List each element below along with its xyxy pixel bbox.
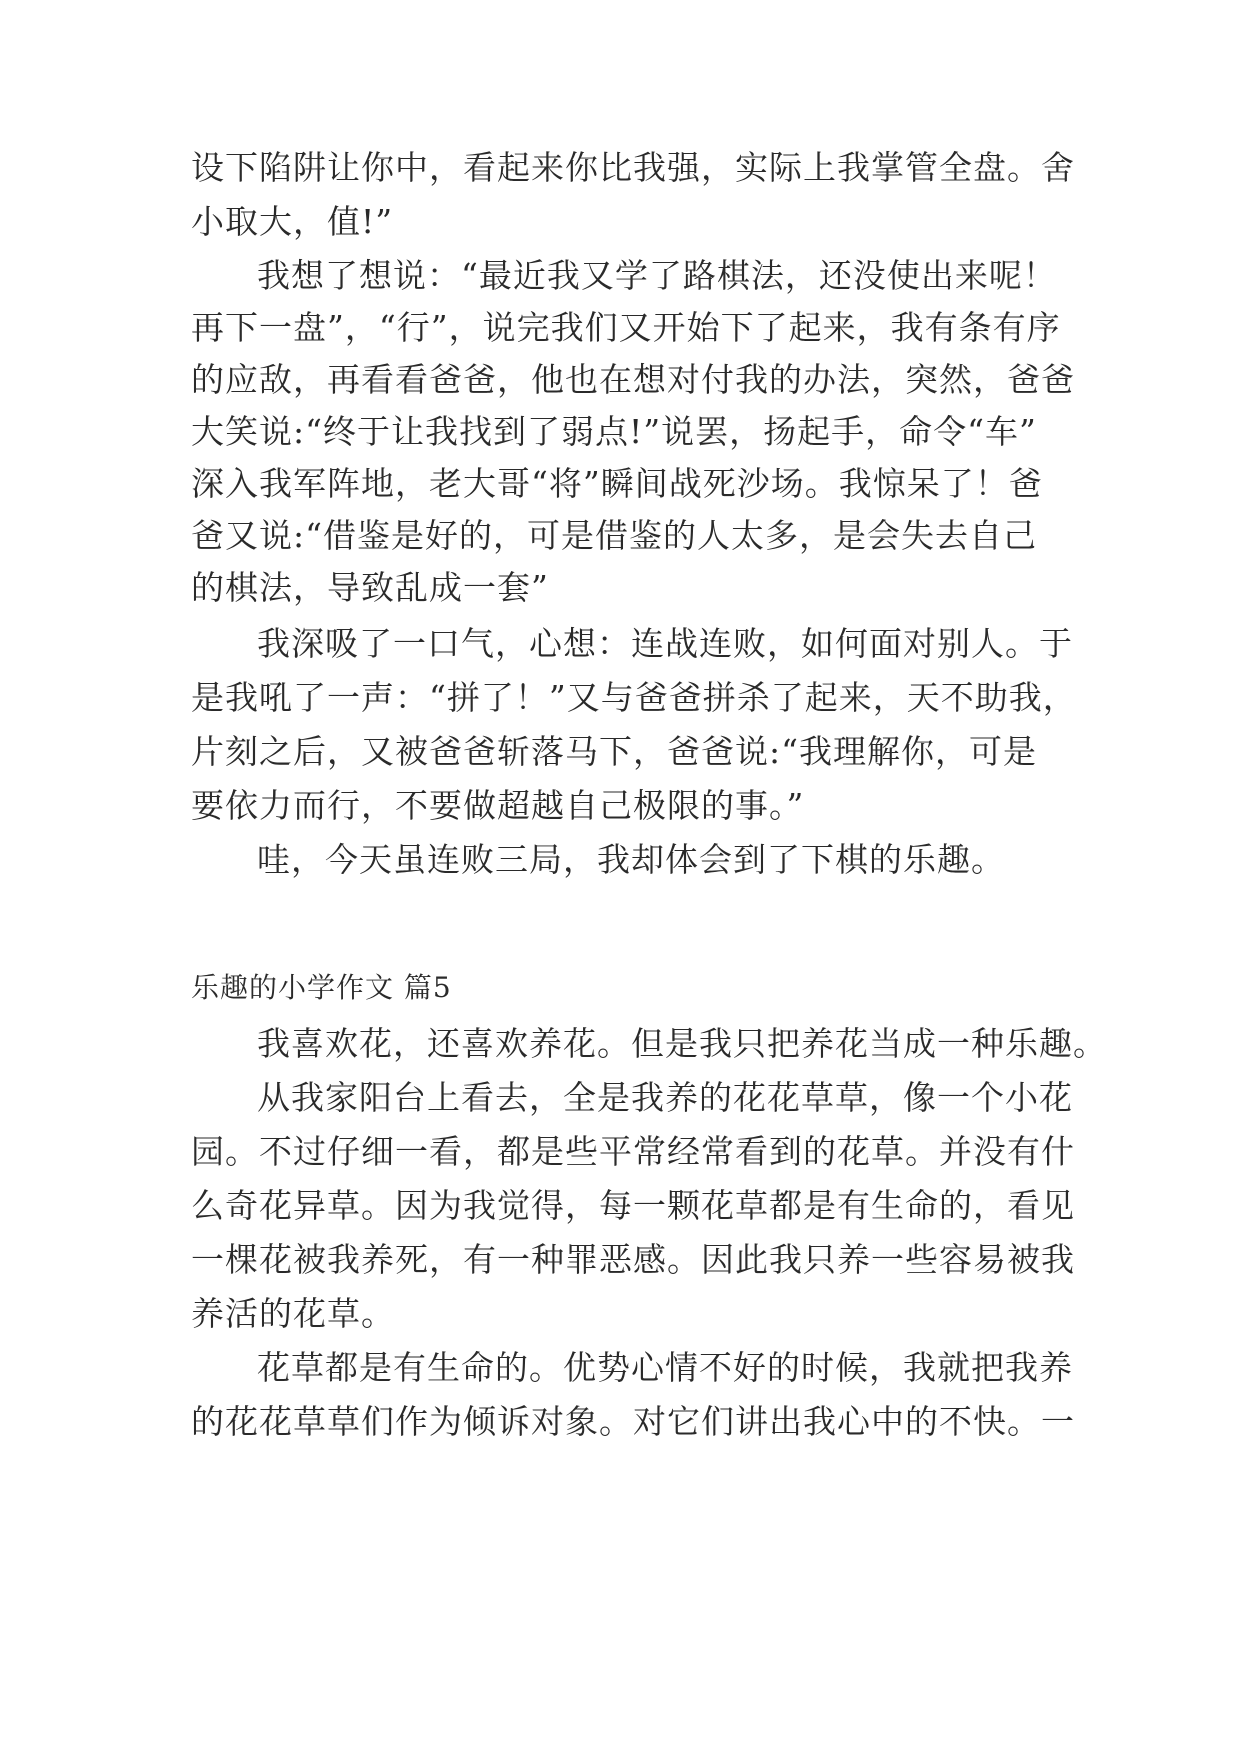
text-line: 么奇花异草。因为我觉得，每一颗花草都是有生命的，看见 [191, 1186, 1075, 1225]
text-line: 要依力而行，不要做超越自己极限的事。” [191, 786, 805, 825]
text-line: 大笑说:“终于让我找到了弱点!”说罢，扬起手，命令“车” [191, 412, 1037, 451]
text-line: 的应敌，再看看爸爸，他也在想对付我的办法，突然，爸爸 [191, 360, 1075, 399]
text-line: 哇，今天虽连败三局，我却体会到了下棋的乐趣。 [257, 840, 1005, 879]
text-line: 我喜欢花，还喜欢养花。但是我只把养花当成一种乐趣。 [257, 1024, 1107, 1063]
text-line: 我想了想说：“最近我又学了路棋法，还没使出来呢！ [257, 256, 1057, 295]
text-line: 爸又说:“借鉴是好的，可是借鉴的人太多，是会失去自己 [191, 516, 1037, 555]
text-line: 再下一盘”，“行”，说完我们又开始下了起来，我有条有序 [191, 308, 1061, 347]
text-line: 设下陷阱让你中，看起来你比我强，实际上我掌管全盘。舍 [191, 148, 1075, 187]
text-line: 我深吸了一口气，心想：连战连败，如何面对别人。于 [257, 624, 1073, 663]
text-line: 从我家阳台上看去，全是我养的花花草草，像一个小花 [257, 1078, 1073, 1117]
text-line: 园。不过仔细一看，都是些平常经常看到的花草。并没有什 [191, 1132, 1075, 1171]
text-line: 一棵花被我养死，有一种罪恶感。因此我只养一些容易被我 [191, 1240, 1075, 1279]
text-line: 养活的花草。 [191, 1294, 395, 1333]
text-line: 小取大，值!” [191, 202, 394, 241]
section-heading: 乐趣的小学作文 篇5 [191, 971, 452, 1004]
text-line: 的棋法，导致乱成一套” [191, 568, 549, 607]
text-line: 花草都是有生命的。优势心情不好的时候，我就把我养 [257, 1348, 1073, 1387]
text-line: 是我吼了一声：“拼了！”又与爸爸拼杀了起来，天不助我， [191, 678, 1077, 717]
text-line: 深入我军阵地，老大哥“将”瞬间战死沙场。我惊呆了！爸 [191, 464, 1043, 503]
text-line: 的花花草草们作为倾诉对象。对它们讲出我心中的不快。一 [191, 1402, 1075, 1441]
text-line: 片刻之后，又被爸爸斩落马下，爸爸说:“我理解你，可是 [191, 732, 1037, 771]
